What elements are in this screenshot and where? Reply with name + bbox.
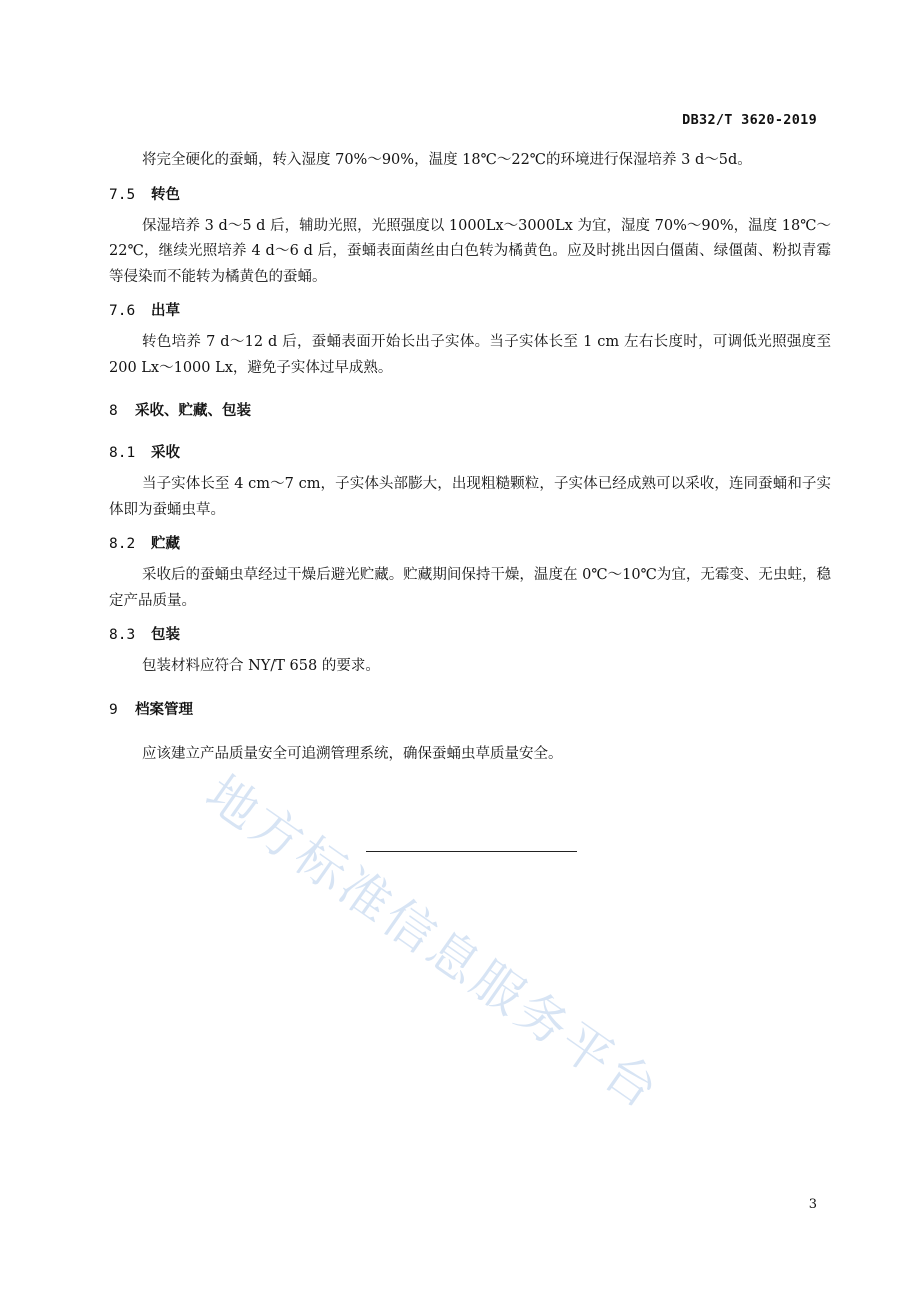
section-title: 采收 <box>151 445 180 461</box>
section-title: 采收、贮藏、包装 <box>135 403 251 419</box>
section-number: 8.1 <box>109 445 136 461</box>
section-8-heading <box>109 401 831 421</box>
section-9-heading <box>109 700 831 720</box>
watermark-text: 地方标准信息服务平台 <box>195 764 672 1122</box>
section-number: 7.5 <box>109 186 136 203</box>
intro-paragraph: 将完全硬化的蚕蛹，转入湿度 70%～90%，温度 18℃～22℃的环境进行保湿培养 3 d～5d。 <box>142 152 752 168</box>
section-title: 出草 <box>151 303 180 319</box>
section-title: 贮藏 <box>151 536 180 552</box>
section-8-1-heading <box>109 443 831 463</box>
section-9-paragraph: 应该建立产品质量安全可追溯管理系统，确保蚕蛹虫草质量安全。 <box>142 745 563 762</box>
section-7-6-paragraph: 转色培养 7 d～12 d 后，蚕蛹表面开始长出子实体。当子实体长至 1 cm 左右长度时，可调低光照强度至 200 Lx～1000 Lx，避免子实体过早成熟。 <box>109 334 831 376</box>
section-number: 8 <box>109 403 118 419</box>
section-number: 8.2 <box>109 536 136 552</box>
section-number: 7.6 <box>109 303 136 319</box>
page-number: 3 <box>808 1197 817 1212</box>
document-code-header: DB32/T 3620-2019 <box>682 112 817 128</box>
section-number: 8.3 <box>109 627 136 643</box>
section-8-3-paragraph: 包装材料应符合 NY/T 658 的要求。 <box>142 658 380 674</box>
section-8-2-heading <box>109 534 831 554</box>
section-7-5-heading <box>109 185 831 205</box>
document-body <box>109 148 831 767</box>
section-8-2-paragraph: 采收后的蚕蛹虫草经过干燥后避光贮藏。贮藏期间保持干燥，温度在 0℃～10℃为宜，无霉变、无虫蛀，稳定产品质量。 <box>109 567 831 609</box>
section-7-5-paragraph: 保湿培养 3 d～5 d 后，辅助光照，光照强度以 1000Lx～3000Lx 为宜，湿度 70%～90%，温度 18℃～22℃，继续光照培养 4 d～6 d 后，蚕蛹表面菌丝由白色转为橘黄色。应及时挑出因白僵菌、绿僵菌、粉拟青霉等侵染而不能转为橘黄色的蚕蛹。 <box>109 217 831 285</box>
section-8-1-paragraph: 当子实体长至 4 cm～7 cm，子实体头部膨大，出现粗糙颗粒，子实体已经成熟可以采收，连同蚕蛹和子实体即为蚕蛹虫草。 <box>109 476 831 518</box>
section-title: 包装 <box>151 627 180 643</box>
section-number: 9 <box>109 701 118 718</box>
section-8-3-heading <box>109 625 831 645</box>
section-7-6-heading <box>109 301 831 321</box>
section-title: 转色 <box>151 186 180 203</box>
section-title: 档案管理 <box>135 701 193 718</box>
end-of-document-rule <box>366 851 577 852</box>
